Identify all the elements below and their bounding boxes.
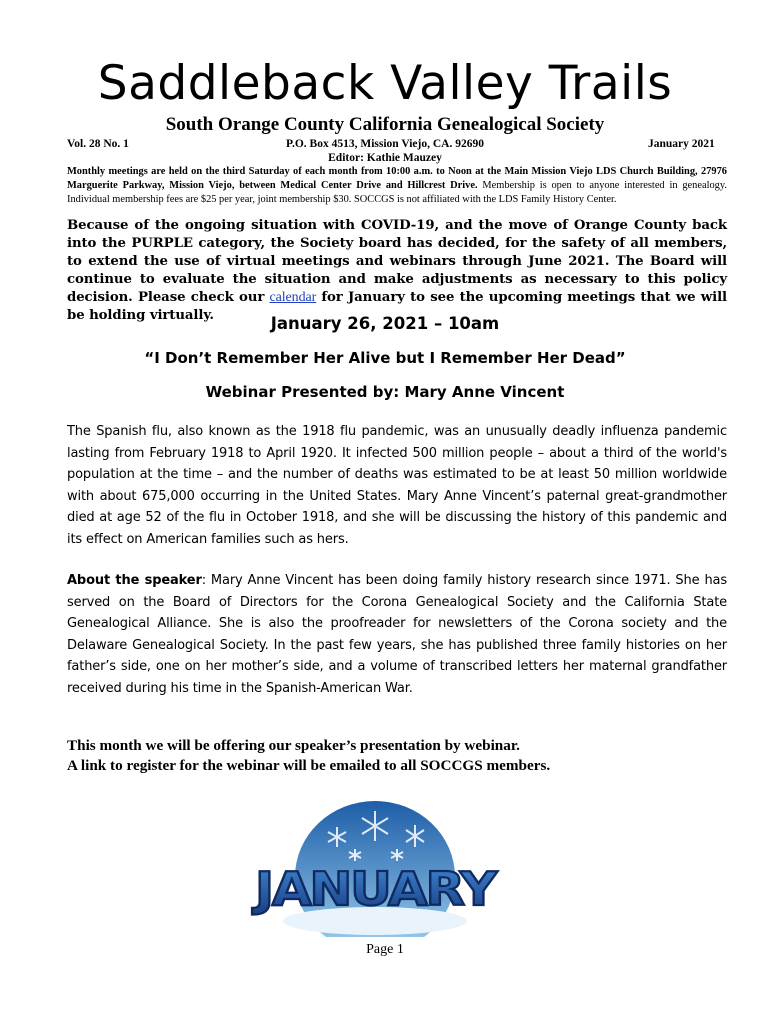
membership-info: Membership is open to anyone interested in genealogy. Individual membership fees are $25 per year, joint membership $30. SOCCGS is not affiliated with the LDS Family History Center.	[67, 180, 727, 205]
event-title: “I Don’t Remember Her Alive but I Remember Her Dead”	[144, 349, 626, 367]
society-name: South Orange County California Genealogical Society	[165, 114, 605, 135]
page-number: Page 1	[366, 942, 404, 957]
logo-wordmark: JANUARY	[251, 862, 499, 916]
mailing-address: P.O. Box 4513, Mission Viejo, CA. 92690	[286, 138, 484, 150]
event-presenter: Webinar Presented by: Mary Anne Vincent	[205, 383, 565, 401]
calendar-link[interactable]: calendar	[269, 290, 317, 305]
covid-notice-text: Because of the ongoing situation with COVID-19, and the move of Orange County back into the PURPLE category, the Society board has decided, for the safety of all members, to extend the use of virtual meetings and webinars through June 2021. The Board will continue to evaluate the situation and make adjustments as necessary to this policy decision. Please check our	[67, 218, 727, 305]
volume-number: Vol. 28 No. 1	[67, 138, 129, 150]
closing-line-1: This month we will be offering our speaker’s presentation by webinar.	[67, 737, 520, 754]
covid-notice-end: for January to see the upcoming meetings that we will be holding virtually.	[67, 290, 727, 323]
meeting-info	[67, 165, 727, 207]
issue-date: January 2021	[648, 138, 715, 150]
newsletter-title: Saddleback Valley Trails	[97, 56, 673, 111]
closing-notice	[67, 736, 727, 776]
editor-line: Editor: Kathie Mauzey	[328, 152, 442, 164]
speaker-label: About the speaker	[67, 573, 202, 588]
speaker-bio-text: : Mary Anne Vincent has been doing family history research since 1971. She has served on the Board of Directors for the Corona Genealogical Society and the California State Genealogical Alliance. She is also the proofreader for newsletters of the Corona society and the Delaware Genealogical Society. In the past few years, she has published three family histories on her father’s side, one on her mother’s side, and a volume of transcribed letters her maternal grandfather received during his time in the Spanish-American War.	[67, 573, 727, 696]
event-date: January 26, 2021 – 10am	[270, 314, 500, 333]
meeting-schedule: Monthly meetings are held on the third Saturday of each month from 10:00 a.m. to Noon at the Main Mission Viejo LDS Church Building, 27976 Marguerite Parkway, Mission Viejo, between Medical Center Drive and Hillcrest Drive.	[67, 166, 727, 191]
closing-line-2: A link to register for the webinar will be emailed to all SOCCGS members.	[67, 757, 551, 774]
january-logo	[245, 797, 505, 937]
event-description: The Spanish flu, also known as the 1918 flu pandemic, was an unusually deadly influenza pandemic lasting from February 1918 to April 1920. It infected 500 million people – about a third of the world's population at the time – and the number of deaths was estimated to be at least 50 million worldwide with about 675,000 occurring in the United States. Mary Anne Vincent’s paternal great-grandmother died at age 52 of the flu in October 1918, and she will be discussing the history of this pandemic and its effect on American families such as hers.	[67, 424, 727, 547]
speaker-bio	[67, 570, 727, 700]
covid-notice	[67, 217, 727, 325]
